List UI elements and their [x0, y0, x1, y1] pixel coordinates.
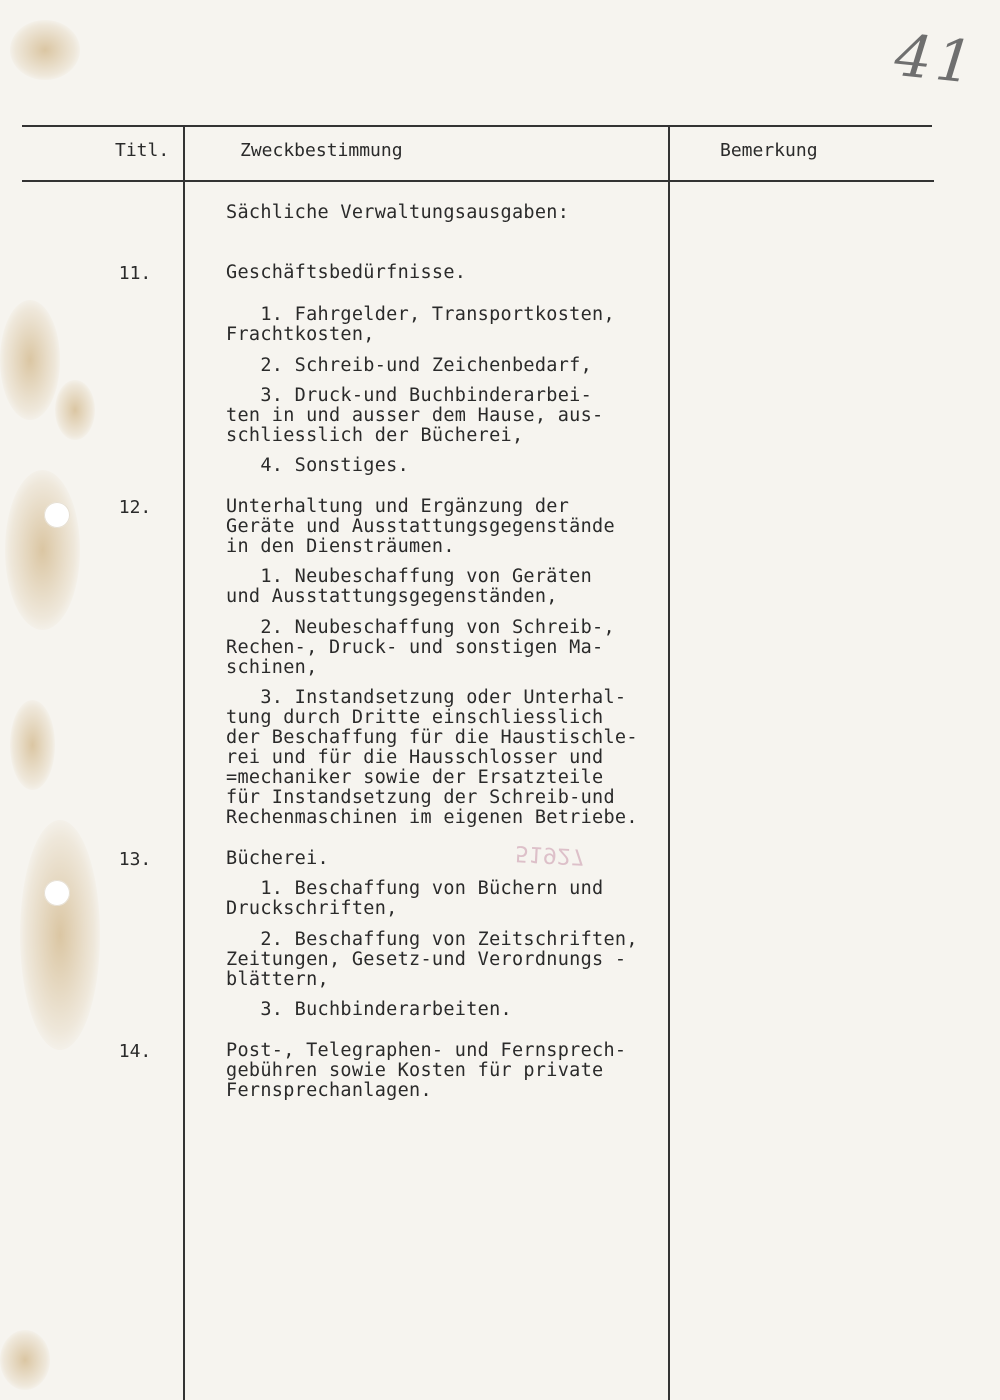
paper-stain [20, 820, 100, 1050]
section-title: Geschäftsbedürfnisse. [226, 262, 467, 283]
list-item: 1. Beschaffung von Büchern und Druckschriften, [226, 878, 604, 919]
list-item: 3. Druck-und Buchbinderarbei- ten in und ausser dem Hause, aus- schliesslich der Bücherei, [226, 385, 604, 446]
section-number: 11. [118, 263, 152, 284]
list-item: 2. Beschaffung von Zeitschriften, Zeitungen, Gesetz-und Verordnungs - blättern, [226, 929, 638, 990]
list-item: 3. Buchbinderarbeiten. [226, 999, 512, 1020]
header-bottom-rule [22, 180, 934, 182]
paper-stain [0, 1330, 50, 1390]
list-item: 1. Neubeschaffung von Geräten und Ausstattungsgegenständen, [226, 566, 593, 607]
punch-hole [44, 502, 70, 528]
list-item: 3. Instandsetzung oder Unterhal- tung durch Dritte einschliesslich der Beschaffung für die Haustischle- rei und für die Hausschlosser und =mechaniker sowie der Ersatzteile für Instandsetzung der Schreib-und Rechenmaschinen im eigenen Betriebe. [226, 687, 638, 828]
section-title: Post-, Telegraphen- und Fernsprech- gebühren sowie Kosten für private Fernsprechanlagen. [226, 1040, 627, 1101]
faint-stamp: 51927 [514, 840, 586, 869]
column-divider-left [183, 127, 185, 1400]
list-item: 2. Neubeschaffung von Schreib-, Rechen-, Druck- und sonstigen Ma- schinen, [226, 617, 615, 678]
list-item: 4. Sonstiges. [226, 455, 410, 476]
paper-stain [10, 20, 80, 80]
section-number: 12. [118, 497, 152, 518]
paper-stain [0, 300, 60, 420]
section-title: Unterhaltung und Ergänzung der Geräte und Ausstattungsgegenstände in den Diensträumen. [226, 496, 615, 557]
section-number: 13. [118, 849, 152, 870]
paper-stain [10, 700, 55, 790]
section-number: 14. [118, 1041, 152, 1062]
section-title: Bücherei. [226, 848, 329, 869]
list-item: 2. Schreib-und Zeichenbedarf, [226, 355, 593, 376]
intro-heading: Sächliche Verwaltungsausgaben: [226, 202, 570, 223]
column-header-remark: Bemerkung [720, 140, 818, 161]
list-item: 1. Fahrgelder, Transportkosten, Frachtkosten, [226, 304, 615, 345]
column-header-title: Titl. [115, 140, 170, 161]
punch-hole [44, 880, 70, 906]
paper-stain [55, 380, 95, 440]
header-top-rule [22, 125, 932, 127]
paper-stain [5, 470, 80, 630]
column-header-purpose: Zweckbestimmung [240, 140, 403, 161]
page-number: 41 [891, 20, 981, 98]
